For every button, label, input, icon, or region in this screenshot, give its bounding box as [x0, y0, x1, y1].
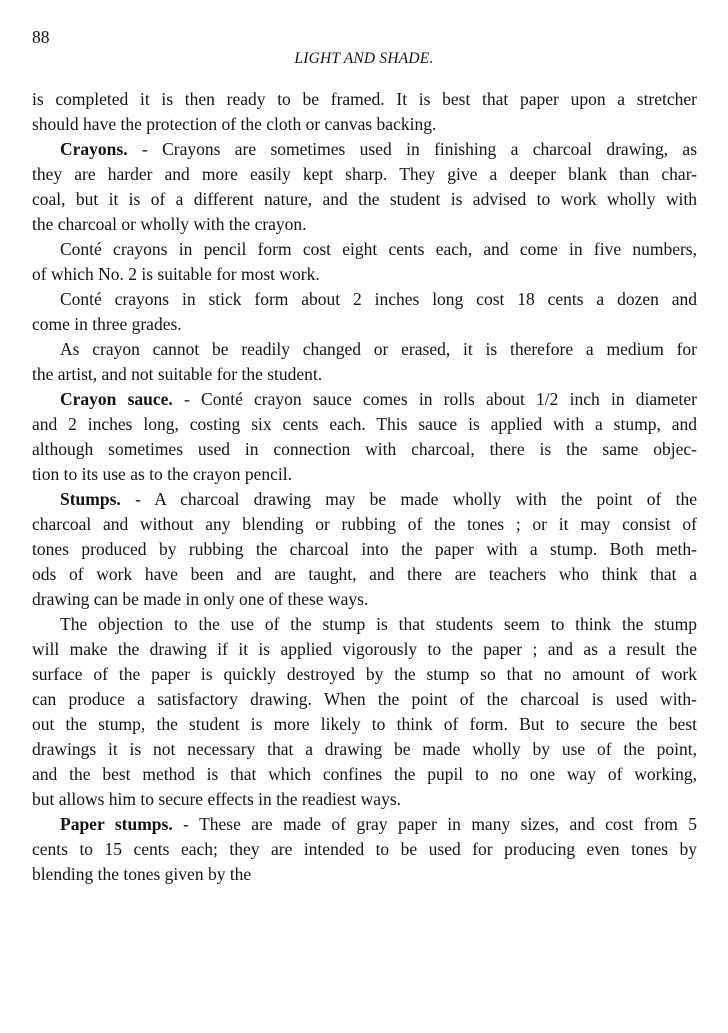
text-line: tones produced by rubbing the charcoal into the paper with a stump. Both meth- [32, 539, 697, 559]
text-line: coal, but it is of a different nature, and the student is advised to work wholly with [32, 189, 697, 209]
text-line: should have the protection of the cloth or canvas backing. [32, 114, 437, 134]
text-line: Conté crayons in stick form about 2 inches long cost 18 cents a dozen and [60, 289, 697, 309]
text-line: Conté crayons in pencil form cost eight cents each, and come in five numbers, [60, 239, 697, 259]
text-line: of which No. 2 is suitable for most work. [32, 264, 320, 284]
text-line: will make the drawing if it is applied vigorously to the paper ; and as a result the [32, 639, 697, 659]
text-line: As crayon cannot be readily changed or erased, it is therefore a medium for [60, 339, 697, 359]
text-line: cents to 15 cents each; they are intended to be used for producing even tones by [32, 839, 697, 859]
page-body [32, 87, 697, 887]
paragraph-lead: Stumps. [60, 489, 121, 509]
text-line: out the stump, the student is more likely to think of form. But to secure the best [32, 714, 697, 734]
text-line: the artist, and not suitable for the student. [32, 364, 323, 384]
text-line: they are harder and more easily kept sharp. They give a deeper blank than char- [32, 164, 697, 184]
text-line: The objection to the use of the stump is that students seem to think the stump [60, 614, 697, 634]
text-line: the charcoal or wholly with the crayon. [32, 214, 307, 234]
text-line: Stumps. - A charcoal drawing may be made wholly with the point of the [60, 489, 697, 509]
text-line: drawings it is not necessary that a drawing be made wholly by use of the point, [32, 739, 697, 759]
text-line: can produce a satisfactory drawing. When the point of the charcoal is used with- [32, 689, 697, 709]
text-line: and the best method is that which confines the pupil to no one way of working, [32, 764, 697, 784]
page-number: 88 [32, 27, 50, 47]
text-line: drawing can be made in only one of these ways. [32, 589, 369, 609]
text-line: but allows him to secure effects in the readiest ways. [32, 789, 402, 809]
text-line: Paper stumps. - These are made of gray paper in many sizes, and cost from 5 [60, 814, 697, 834]
paragraph-lead: Paper stumps. [60, 814, 173, 834]
text-line: surface of the paper is quickly destroyed by the stump so that no amount of work [32, 664, 697, 684]
paragraph-lead: Crayons. [60, 139, 128, 159]
text-line: is completed it is then ready to be framed. It is best that paper upon a stretcher [32, 89, 697, 109]
running-head: LIGHT AND SHADE. [294, 50, 434, 67]
text-line: Crayon sauce. - Conté crayon sauce comes in rolls about 1/2 inch in diameter [60, 389, 697, 409]
text-line: Crayons. - Crayons are sometimes used in finishing a charcoal drawing, as [60, 139, 697, 159]
paragraph-lead: Crayon sauce. [60, 389, 173, 409]
text-line: although sometimes used in connection with charcoal, there is the same objec- [32, 439, 697, 459]
text-line: charcoal and without any blending or rubbing of the tones ; or it may consist of [32, 514, 697, 534]
text-line: come in three grades. [32, 314, 182, 334]
text-line: and 2 inches long, costing six cents each. This sauce is applied with a stump, and [32, 414, 697, 434]
text-line: blending the tones given by the [32, 864, 252, 884]
text-line: tion to its use as to the crayon pencil. [32, 464, 293, 484]
text-line: ods of work have been and are taught, and there are teachers who think that a [32, 564, 697, 584]
